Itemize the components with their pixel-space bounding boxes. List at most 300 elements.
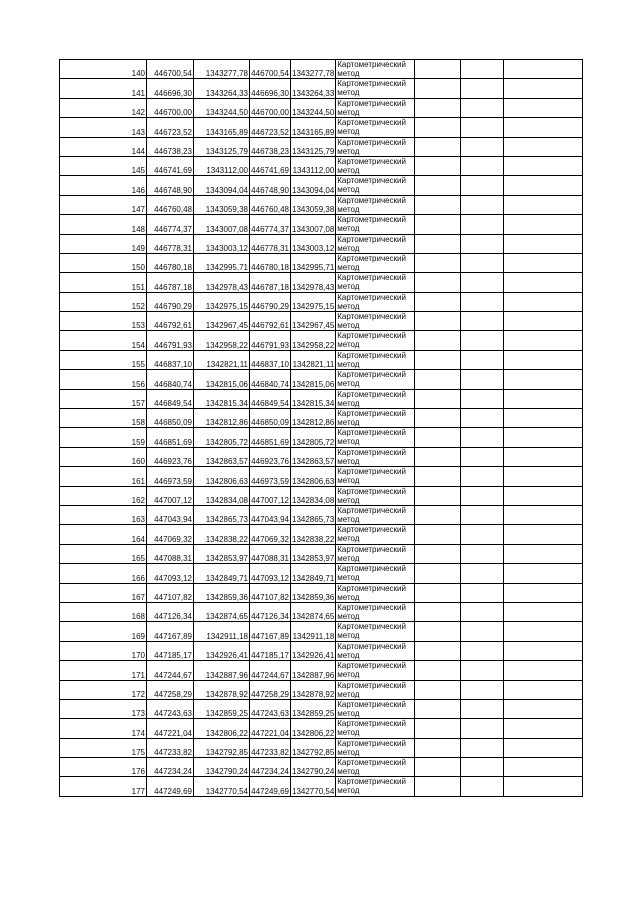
method-line-1: Картометрический — [337, 215, 406, 225]
x-old-cell: 446778,31 — [147, 234, 194, 253]
empty-cell — [461, 758, 504, 777]
method-line-1: Картометрический — [337, 409, 406, 419]
empty-cell — [504, 505, 583, 524]
x-new-cell: 447007,12 — [250, 486, 291, 505]
method-line-1: Картометрический — [337, 467, 406, 477]
empty-cell — [461, 777, 504, 796]
x-old-cell: 447243,63 — [147, 699, 194, 718]
method-line-1: Картометрический — [337, 234, 406, 244]
table-row — [60, 777, 583, 796]
method-line-1: Картометрический — [337, 699, 406, 709]
empty-cell — [415, 661, 461, 680]
point-number-cell: 176 — [60, 758, 147, 777]
method-line-2: метод — [337, 611, 360, 621]
y-new-cell: 1343264,33 — [291, 79, 336, 98]
y-new-cell: 1342958,22 — [291, 331, 336, 350]
empty-cell — [415, 719, 461, 738]
y-new-cell: 1342975,15 — [291, 292, 336, 311]
y-new-cell: 1342978,43 — [291, 273, 336, 292]
y-old-cell: 1343094,04 — [194, 176, 250, 195]
empty-cell — [461, 641, 504, 660]
point-number-cell: 160 — [60, 447, 147, 466]
method-cell — [336, 253, 415, 272]
method-line-1: Картометрический — [337, 156, 406, 166]
method-line-2: метод — [337, 340, 360, 350]
y-old-cell: 1342967,45 — [194, 312, 250, 331]
table-row — [60, 118, 583, 137]
empty-cell — [415, 60, 461, 79]
method-line-1: Картометрический — [337, 661, 406, 671]
empty-cell — [461, 525, 504, 544]
y-new-cell: 1342859,25 — [291, 699, 336, 718]
empty-cell — [504, 641, 583, 660]
x-new-cell: 446696,30 — [250, 79, 291, 98]
empty-cell — [461, 60, 504, 79]
table-row — [60, 525, 583, 544]
y-old-cell: 1342812,86 — [194, 409, 250, 428]
method-cell — [336, 312, 415, 331]
empty-cell — [415, 505, 461, 524]
table-row — [60, 292, 583, 311]
x-new-cell: 447258,29 — [250, 680, 291, 699]
empty-cell — [461, 719, 504, 738]
table-row — [60, 409, 583, 428]
method-line-2: метод — [337, 243, 360, 253]
x-old-cell: 447069,32 — [147, 525, 194, 544]
x-new-cell: 446723,52 — [250, 118, 291, 137]
empty-cell — [415, 98, 461, 117]
x-old-cell: 447088,31 — [147, 544, 194, 563]
method-line-1: Картометрический — [337, 389, 406, 399]
y-new-cell: 1342806,22 — [291, 719, 336, 738]
method-cell — [336, 350, 415, 369]
x-old-cell: 446787,18 — [147, 273, 194, 292]
method-cell — [336, 273, 415, 292]
y-old-cell: 1343244,50 — [194, 98, 250, 117]
empty-cell — [461, 564, 504, 583]
method-cell — [336, 79, 415, 98]
method-cell — [336, 447, 415, 466]
y-old-cell: 1343059,38 — [194, 195, 250, 214]
point-number-cell: 145 — [60, 156, 147, 175]
x-new-cell: 446760,48 — [250, 195, 291, 214]
method-cell — [336, 505, 415, 524]
x-new-cell: 447234,24 — [250, 758, 291, 777]
y-new-cell: 1342821,11 — [291, 350, 336, 369]
y-new-cell: 1342863,57 — [291, 447, 336, 466]
empty-cell — [461, 680, 504, 699]
empty-cell — [504, 602, 583, 621]
table-row — [60, 486, 583, 505]
method-line-2: метод — [337, 514, 360, 524]
method-cell — [336, 195, 415, 214]
y-new-cell: 1342792,85 — [291, 738, 336, 757]
x-old-cell: 447107,82 — [147, 583, 194, 602]
empty-cell — [461, 350, 504, 369]
method-line-1: Картометрический — [337, 602, 406, 612]
empty-cell — [504, 234, 583, 253]
x-old-cell: 446723,52 — [147, 118, 194, 137]
x-new-cell: 446748,90 — [250, 176, 291, 195]
empty-cell — [461, 118, 504, 137]
point-number-cell: 142 — [60, 98, 147, 117]
method-cell — [336, 234, 415, 253]
x-new-cell: 447093,12 — [250, 564, 291, 583]
x-old-cell: 447233,82 — [147, 738, 194, 757]
empty-cell — [504, 486, 583, 505]
method-cell — [336, 156, 415, 175]
empty-cell — [504, 622, 583, 641]
table-row — [60, 370, 583, 389]
method-cell — [336, 137, 415, 156]
method-line-2: метод — [337, 224, 360, 234]
x-new-cell: 447088,31 — [250, 544, 291, 563]
method-cell — [336, 661, 415, 680]
x-new-cell: 447167,89 — [250, 622, 291, 641]
method-line-1: Картометрический — [337, 777, 406, 787]
empty-cell — [461, 602, 504, 621]
y-new-cell: 1342926,41 — [291, 641, 336, 660]
method-line-2: метод — [337, 650, 360, 660]
y-old-cell: 1342806,63 — [194, 467, 250, 486]
table-row — [60, 195, 583, 214]
point-number-cell: 177 — [60, 777, 147, 796]
point-number-cell: 164 — [60, 525, 147, 544]
y-new-cell: 1342812,86 — [291, 409, 336, 428]
x-old-cell: 446780,18 — [147, 253, 194, 272]
table-row — [60, 156, 583, 175]
point-number-cell: 144 — [60, 137, 147, 156]
empty-cell — [461, 505, 504, 524]
y-old-cell: 1342887,96 — [194, 661, 250, 680]
y-old-cell: 1342838,22 — [194, 525, 250, 544]
y-old-cell: 1342911,18 — [194, 622, 250, 641]
method-line-1: Картометрический — [337, 719, 406, 729]
method-line-2: метод — [337, 204, 360, 214]
y-old-cell: 1342878,92 — [194, 680, 250, 699]
method-line-1: Картометрический — [337, 486, 406, 496]
empty-cell — [504, 409, 583, 428]
table-row — [60, 331, 583, 350]
x-new-cell: 447249,69 — [250, 777, 291, 796]
y-old-cell: 1342806,22 — [194, 719, 250, 738]
table-row — [60, 602, 583, 621]
x-old-cell: 446923,76 — [147, 447, 194, 466]
method-line-1: Картометрический — [337, 544, 406, 554]
x-old-cell: 446741,69 — [147, 156, 194, 175]
method-line-2: метод — [337, 708, 360, 718]
y-old-cell: 1342863,57 — [194, 447, 250, 466]
x-new-cell: 446973,59 — [250, 467, 291, 486]
method-line-2: метод — [337, 398, 360, 408]
point-number-cell: 157 — [60, 389, 147, 408]
y-new-cell: 1343244,50 — [291, 98, 336, 117]
empty-cell — [461, 331, 504, 350]
method-cell — [336, 602, 415, 621]
empty-cell — [415, 428, 461, 447]
table-row — [60, 215, 583, 234]
table-row — [60, 622, 583, 641]
point-number-cell: 148 — [60, 215, 147, 234]
x-old-cell: 446851,69 — [147, 428, 194, 447]
y-new-cell: 1342995,71 — [291, 253, 336, 272]
method-line-1: Картометрический — [337, 253, 406, 263]
empty-cell — [461, 234, 504, 253]
method-cell — [336, 544, 415, 563]
y-old-cell: 1342926,41 — [194, 641, 250, 660]
empty-cell — [461, 98, 504, 117]
y-new-cell: 1343007,08 — [291, 215, 336, 234]
x-old-cell: 446837,10 — [147, 350, 194, 369]
method-line-2: метод — [337, 631, 360, 641]
table-row — [60, 60, 583, 79]
y-old-cell: 1342770,54 — [194, 777, 250, 796]
method-cell — [336, 60, 415, 79]
empty-cell — [504, 60, 583, 79]
y-new-cell: 1342805,72 — [291, 428, 336, 447]
method-cell — [336, 428, 415, 447]
empty-cell — [461, 622, 504, 641]
point-number-cell: 165 — [60, 544, 147, 563]
y-new-cell: 1342853,97 — [291, 544, 336, 563]
method-line-2: метод — [337, 282, 360, 292]
empty-cell — [504, 176, 583, 195]
method-line-2: метод — [337, 437, 360, 447]
point-number-cell: 150 — [60, 253, 147, 272]
empty-cell — [504, 273, 583, 292]
empty-cell — [504, 370, 583, 389]
y-old-cell: 1342815,06 — [194, 370, 250, 389]
point-number-cell: 156 — [60, 370, 147, 389]
table-row — [60, 273, 583, 292]
point-number-cell: 147 — [60, 195, 147, 214]
y-new-cell: 1342790,24 — [291, 758, 336, 777]
method-cell — [336, 699, 415, 718]
y-old-cell: 1342821,11 — [194, 350, 250, 369]
y-new-cell: 1343112,00 — [291, 156, 336, 175]
method-line-1: Картометрический — [337, 79, 406, 89]
x-new-cell: 446851,69 — [250, 428, 291, 447]
method-cell — [336, 215, 415, 234]
empty-cell — [504, 98, 583, 117]
x-old-cell: 446791,93 — [147, 331, 194, 350]
x-new-cell: 446923,76 — [250, 447, 291, 466]
method-line-2: метод — [337, 107, 360, 117]
empty-cell — [415, 602, 461, 621]
x-old-cell: 446774,37 — [147, 215, 194, 234]
empty-cell — [461, 583, 504, 602]
method-line-2: метод — [337, 495, 360, 505]
x-new-cell: 447185,17 — [250, 641, 291, 660]
empty-cell — [415, 544, 461, 563]
empty-cell — [461, 312, 504, 331]
table-row — [60, 253, 583, 272]
empty-cell — [461, 486, 504, 505]
x-new-cell: 447221,04 — [250, 719, 291, 738]
x-old-cell: 446760,48 — [147, 195, 194, 214]
table-row — [60, 680, 583, 699]
method-line-2: метод — [337, 476, 360, 486]
x-old-cell: 447167,89 — [147, 622, 194, 641]
empty-cell — [415, 118, 461, 137]
point-number-cell: 168 — [60, 602, 147, 621]
x-new-cell: 446850,09 — [250, 409, 291, 428]
empty-cell — [504, 583, 583, 602]
x-old-cell: 446696,30 — [147, 79, 194, 98]
point-number-cell: 158 — [60, 409, 147, 428]
empty-cell — [415, 680, 461, 699]
empty-cell — [415, 409, 461, 428]
empty-cell — [504, 447, 583, 466]
method-line-2: метод — [337, 767, 360, 777]
x-old-cell: 446700,00 — [147, 98, 194, 117]
x-old-cell: 447244,67 — [147, 661, 194, 680]
x-new-cell: 446837,10 — [250, 350, 291, 369]
point-number-cell: 174 — [60, 719, 147, 738]
x-new-cell: 447126,34 — [250, 602, 291, 621]
y-old-cell: 1342792,85 — [194, 738, 250, 757]
method-line-1: Картометрический — [337, 98, 406, 108]
empty-cell — [461, 79, 504, 98]
y-old-cell: 1343003,12 — [194, 234, 250, 253]
method-line-1: Картометрический — [337, 350, 406, 360]
empty-cell — [504, 661, 583, 680]
empty-cell — [504, 564, 583, 583]
table-row — [60, 544, 583, 563]
point-number-cell: 175 — [60, 738, 147, 757]
x-new-cell: 446741,69 — [250, 156, 291, 175]
x-new-cell: 447244,67 — [250, 661, 291, 680]
x-old-cell: 447249,69 — [147, 777, 194, 796]
method-line-1: Картометрический — [337, 505, 406, 515]
method-cell — [336, 176, 415, 195]
x-new-cell: 446840,74 — [250, 370, 291, 389]
method-line-2: метод — [337, 747, 360, 757]
x-new-cell: 446790,29 — [250, 292, 291, 311]
method-cell — [336, 525, 415, 544]
empty-cell — [461, 195, 504, 214]
method-line-2: метод — [337, 301, 360, 311]
method-line-2: метод — [337, 379, 360, 389]
empty-cell — [415, 777, 461, 796]
empty-cell — [415, 234, 461, 253]
method-cell — [336, 777, 415, 796]
table-row — [60, 505, 583, 524]
x-old-cell: 446973,59 — [147, 467, 194, 486]
point-number-cell: 155 — [60, 350, 147, 369]
table-row — [60, 758, 583, 777]
y-new-cell: 1342967,45 — [291, 312, 336, 331]
empty-cell — [461, 176, 504, 195]
empty-cell — [415, 699, 461, 718]
method-cell — [336, 98, 415, 117]
y-old-cell: 1342805,72 — [194, 428, 250, 447]
empty-cell — [504, 699, 583, 718]
empty-cell — [415, 389, 461, 408]
method-cell — [336, 409, 415, 428]
empty-cell — [415, 738, 461, 757]
y-new-cell: 1343059,38 — [291, 195, 336, 214]
table-row — [60, 467, 583, 486]
method-cell — [336, 118, 415, 137]
empty-cell — [461, 215, 504, 234]
method-line-1: Картометрический — [337, 564, 406, 574]
method-line-1: Картометрический — [337, 195, 406, 205]
empty-cell — [415, 215, 461, 234]
method-line-1: Картометрический — [337, 428, 406, 438]
y-old-cell: 1343007,08 — [194, 215, 250, 234]
x-old-cell: 447043,94 — [147, 505, 194, 524]
table-row — [60, 738, 583, 757]
x-old-cell: 447126,34 — [147, 602, 194, 621]
point-number-cell: 161 — [60, 467, 147, 486]
point-number-cell: 171 — [60, 661, 147, 680]
method-cell — [336, 389, 415, 408]
table-row — [60, 176, 583, 195]
y-new-cell: 1342815,34 — [291, 389, 336, 408]
method-line-1: Картометрический — [337, 312, 406, 322]
empty-cell — [504, 777, 583, 796]
method-line-2: метод — [337, 728, 360, 738]
x-old-cell: 446738,23 — [147, 137, 194, 156]
method-line-2: метод — [337, 127, 360, 137]
empty-cell — [415, 253, 461, 272]
method-cell — [336, 738, 415, 757]
empty-cell — [461, 409, 504, 428]
point-number-cell: 146 — [60, 176, 147, 195]
empty-cell — [461, 370, 504, 389]
y-new-cell: 1343125,79 — [291, 137, 336, 156]
empty-cell — [504, 738, 583, 757]
method-line-1: Картометрический — [337, 331, 406, 341]
method-line-1: Картометрический — [337, 137, 406, 147]
method-line-2: метод — [337, 185, 360, 195]
point-number-cell: 162 — [60, 486, 147, 505]
y-old-cell: 1342958,22 — [194, 331, 250, 350]
x-new-cell: 447243,63 — [250, 699, 291, 718]
method-line-1: Картометрический — [337, 447, 406, 457]
empty-cell — [415, 292, 461, 311]
y-old-cell: 1342815,34 — [194, 389, 250, 408]
empty-cell — [504, 331, 583, 350]
x-old-cell: 446850,09 — [147, 409, 194, 428]
table-row — [60, 661, 583, 680]
x-new-cell: 446774,37 — [250, 215, 291, 234]
method-cell — [336, 758, 415, 777]
empty-cell — [504, 467, 583, 486]
x-new-cell: 446700,00 — [250, 98, 291, 117]
y-new-cell: 1342770,54 — [291, 777, 336, 796]
y-old-cell: 1343264,33 — [194, 79, 250, 98]
point-number-cell: 167 — [60, 583, 147, 602]
empty-cell — [415, 350, 461, 369]
y-old-cell: 1343125,79 — [194, 137, 250, 156]
point-number-cell: 143 — [60, 118, 147, 137]
x-new-cell: 447107,82 — [250, 583, 291, 602]
y-new-cell: 1342911,18 — [291, 622, 336, 641]
table-row — [60, 583, 583, 602]
method-cell — [336, 292, 415, 311]
x-new-cell: 446791,93 — [250, 331, 291, 350]
y-new-cell: 1343165,89 — [291, 118, 336, 137]
x-old-cell: 447258,29 — [147, 680, 194, 699]
method-cell — [336, 680, 415, 699]
x-old-cell: 447093,12 — [147, 564, 194, 583]
y-old-cell: 1342834,08 — [194, 486, 250, 505]
y-new-cell: 1342806,63 — [291, 467, 336, 486]
method-cell — [336, 564, 415, 583]
point-number-cell: 173 — [60, 699, 147, 718]
